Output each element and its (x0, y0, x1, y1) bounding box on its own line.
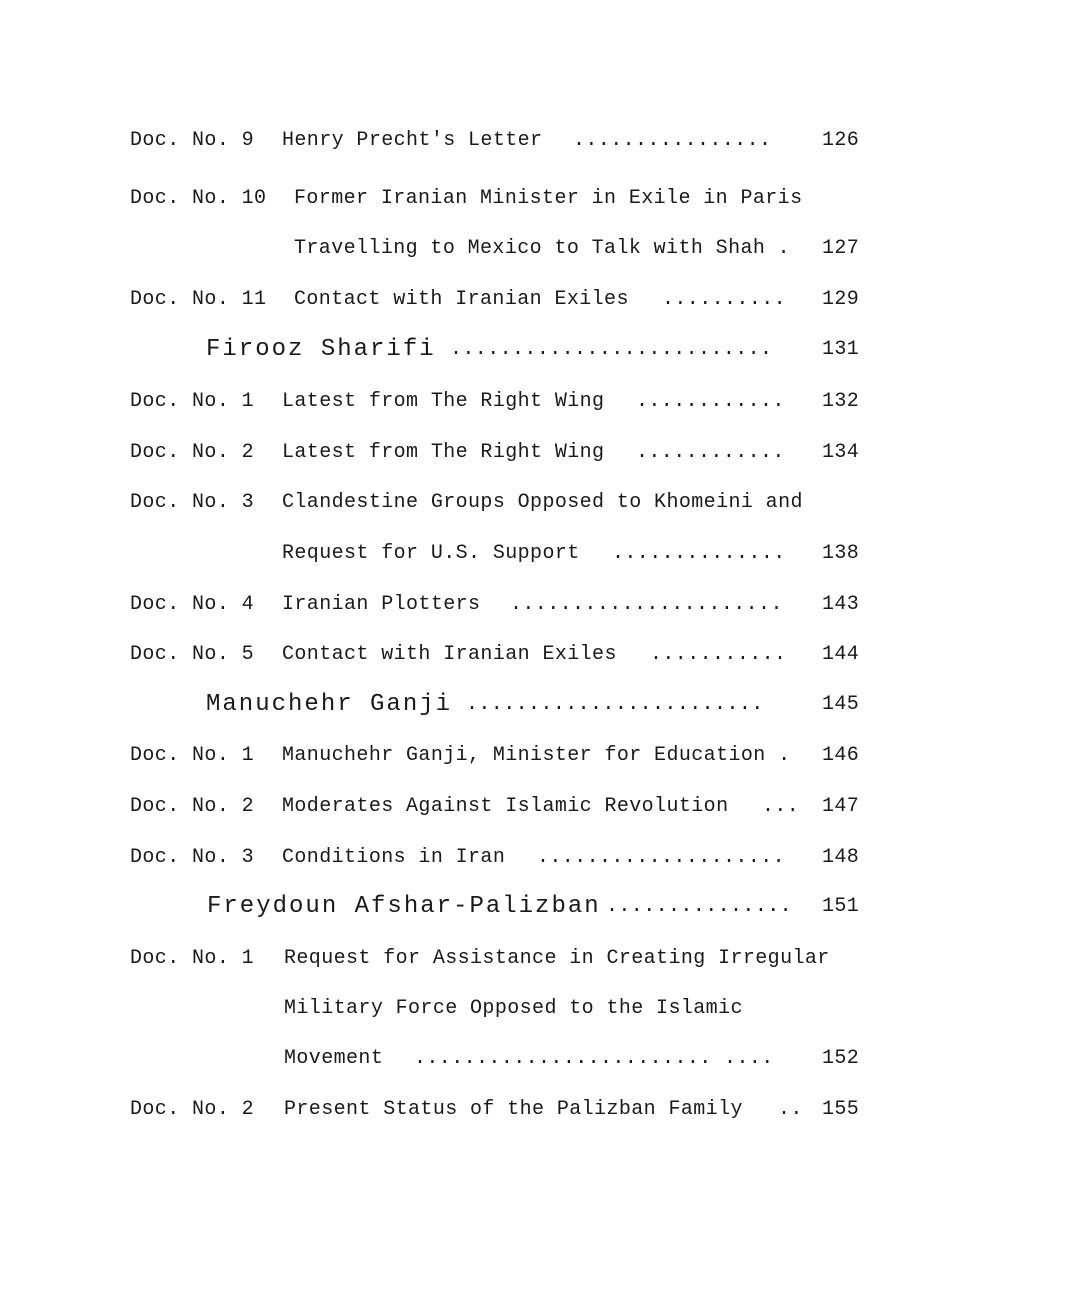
doc-number: Doc. No. 3 (130, 846, 255, 869)
leader-dots: ............... (606, 895, 793, 918)
entry-title: Movement (284, 1047, 384, 1070)
leader-dots: ............ (636, 390, 785, 413)
page-number: 131 (822, 338, 860, 361)
page-number: 129 (822, 288, 860, 311)
leader-dots: ... (762, 795, 800, 818)
section-title: Manuchehr Ganji (206, 691, 453, 718)
page-number: 145 (822, 693, 860, 716)
page-number: 143 (822, 593, 860, 616)
page-number: 151 (822, 895, 860, 918)
page-number: 138 (822, 542, 860, 565)
leader-dots: .................... (537, 846, 786, 869)
entry-title: Conditions in Iran (282, 846, 506, 869)
page-number: 134 (822, 441, 860, 464)
entry-title: Latest from The Right Wing (282, 441, 605, 464)
doc-number: Doc. No. 2 (130, 1098, 255, 1121)
entry-title: Latest from The Right Wing (282, 390, 605, 413)
doc-number: Doc. No. 10 (130, 187, 267, 210)
entry-title: Present Status of the Palizban Family (284, 1098, 743, 1121)
page-number: 126 (822, 129, 860, 152)
entry-title: Military Force Opposed to the Islamic (284, 997, 743, 1020)
leader-dots: ........................ (466, 693, 764, 716)
doc-number: Doc. No. 2 (130, 795, 255, 818)
doc-number: Doc. No. 2 (130, 441, 255, 464)
doc-number: Doc. No. 3 (130, 491, 255, 514)
page-number: 148 (822, 846, 860, 869)
page-number: 146 (822, 744, 860, 767)
doc-number: Doc. No. 1 (130, 390, 255, 413)
entry-title: Contact with Iranian Exiles (294, 288, 629, 311)
leader-dots: ................ (573, 129, 772, 152)
entry-title: Iranian Plotters (282, 593, 481, 616)
doc-number: Doc. No. 5 (130, 643, 255, 666)
page-number: 127 (822, 237, 860, 260)
leader-dots: ........................ .... (414, 1047, 774, 1070)
page-number: 152 (822, 1047, 860, 1070)
leader-dots: ...................... (510, 593, 783, 616)
entry-title: Request for Assistance in Creating Irregular (284, 947, 830, 970)
page-number: 155 (822, 1098, 860, 1121)
doc-number: Doc. No. 11 (130, 288, 267, 311)
page-number: 144 (822, 643, 860, 666)
page-number: 132 (822, 390, 860, 413)
leader-dots: .......................... (450, 338, 773, 361)
doc-number: Doc. No. 1 (130, 744, 255, 767)
entry-title: Henry Precht's Letter (282, 129, 543, 152)
doc-number: Doc. No. 1 (130, 947, 255, 970)
leader-dots: ............ (636, 441, 785, 464)
doc-number: Doc. No. 9 (130, 129, 255, 152)
entry-title: Travelling to Mexico to Talk with Shah . (294, 237, 791, 260)
leader-dots: .............. (612, 542, 786, 565)
entry-title: Contact with Iranian Exiles (282, 643, 617, 666)
doc-number: Doc. No. 4 (130, 593, 255, 616)
leader-dots: .. (778, 1098, 803, 1121)
entry-title: Request for U.S. Support (282, 542, 580, 565)
leader-dots: ........... (650, 643, 787, 666)
entry-title: Moderates Against Islamic Revolution (282, 795, 729, 818)
section-title: Freydoun Afshar-Palizban (207, 893, 601, 920)
entry-title: Clandestine Groups Opposed to Khomeini and (282, 491, 803, 514)
page-number: 147 (822, 795, 860, 818)
entry-title: Manuchehr Ganji, Minister for Education . (282, 744, 791, 767)
entry-title: Former Iranian Minister in Exile in Paris (294, 187, 803, 210)
section-title: Firooz Sharifi (206, 336, 436, 363)
leader-dots: .......... (662, 288, 787, 311)
